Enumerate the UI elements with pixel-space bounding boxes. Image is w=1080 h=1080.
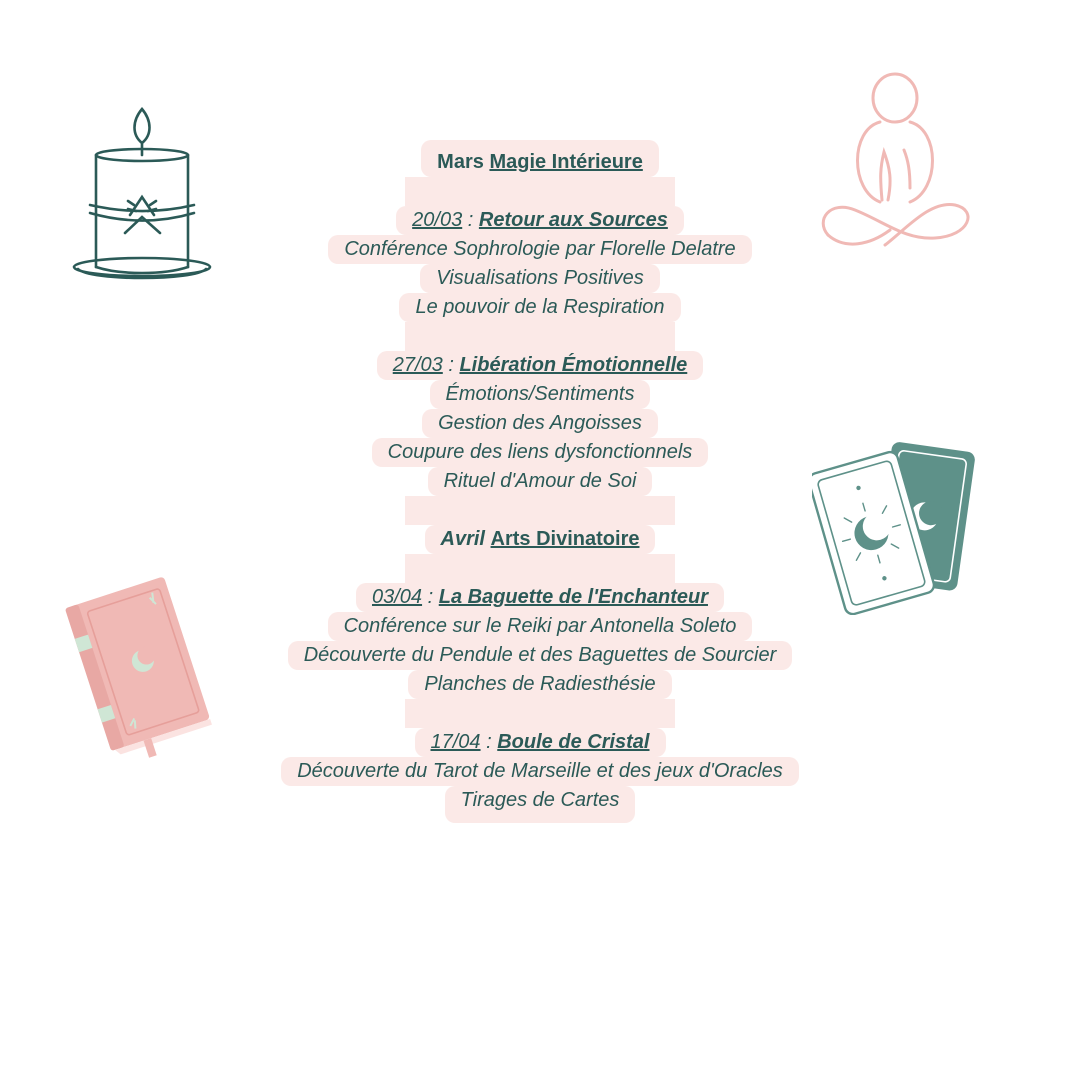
session-date: 20/03: [412, 209, 463, 231]
month-theme: Arts Divinatoire: [490, 528, 640, 550]
list-item: Émotions/Sentiments: [430, 380, 651, 409]
session-title: 03/04 : La Baguette de l'Enchanteur: [356, 583, 724, 612]
spacer: [405, 496, 675, 525]
program: [0, 140, 1080, 823]
month-heading-mars: Mars Magie Intérieure: [421, 140, 659, 177]
month-heading-avril: Avril Arts Divinatoire: [425, 525, 656, 554]
session-name: Retour aux Sources: [478, 209, 668, 231]
list-item: Gestion des Angoisses: [422, 409, 658, 438]
session-title: 20/03 : Retour aux Sources: [396, 206, 684, 235]
session-name: La Baguette de l'Enchanteur: [438, 586, 708, 608]
list-item: Rituel d'Amour de Soi: [428, 467, 653, 496]
spacer: [405, 322, 675, 351]
spacer: [405, 554, 675, 583]
list-item: Visualisations Positives: [420, 264, 660, 293]
session-date: 03/04: [372, 586, 423, 608]
spacer: [405, 699, 675, 728]
session-title: 27/03 : Libération Émotionnelle: [377, 351, 704, 380]
list-item: Planches de Radiesthésie: [408, 670, 671, 699]
session-date: 27/03: [392, 354, 443, 376]
list-item: Découverte du Pendule et des Baguettes de Sourcier: [288, 641, 793, 670]
session-name: Libération Émotionnelle: [459, 354, 688, 376]
list-item: Conférence sur le Reiki par Antonella Soleto: [328, 612, 753, 641]
list-item: Découverte du Tarot de Marseille et des jeux d'Oracles: [281, 757, 799, 786]
list-item: Conférence Sophrologie par Florelle Delatre: [328, 235, 751, 264]
list-item: Tirages de Cartes: [445, 786, 636, 823]
list-item: Le pouvoir de la Respiration: [399, 293, 680, 322]
session-date: 17/04: [430, 731, 481, 753]
session-name: Boule de Cristal: [497, 731, 650, 753]
session-title: 17/04 : Boule de Cristal: [415, 728, 666, 757]
list-item: Coupure des liens dysfonctionnels: [372, 438, 709, 467]
month-theme: Magie Intérieure: [489, 151, 643, 173]
spacer: [405, 177, 675, 206]
